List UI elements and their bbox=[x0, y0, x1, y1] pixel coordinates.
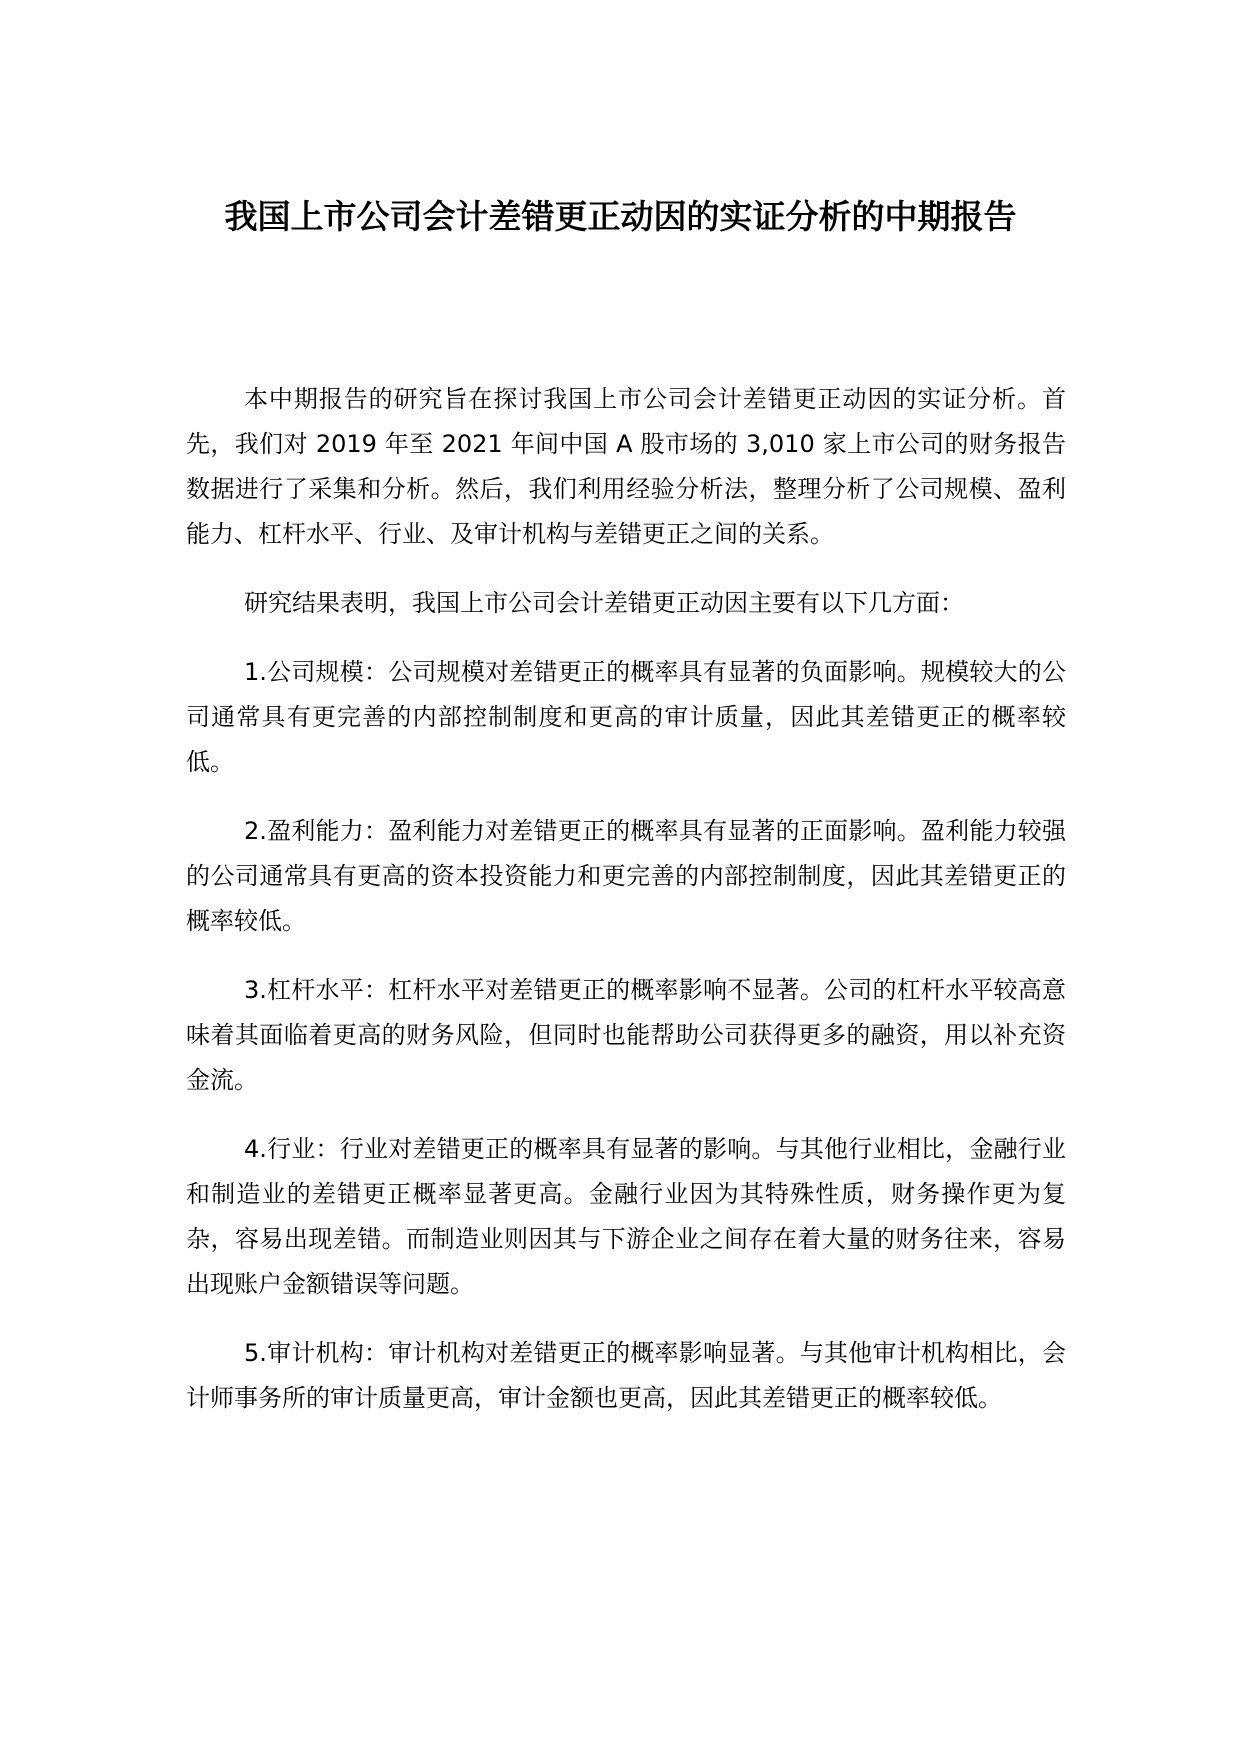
paragraph-findings-lead: 研究结果表明，我国上市公司会计差错更正动因主要有以下几方面： bbox=[244, 589, 964, 617]
paragraph-industry: 4.行业：行业对差错更正的概率具有显著的影响。与其他行业相比，金融行业和制造业的差错更正概率显著更高。金融行业因为其特殊性质，财务操作更为复杂，容易出现差错。而制造业则因其与下游企业之间存在着大量的财务往来，容易出现账户金额错误等问题。 bbox=[186, 1135, 1066, 1298]
document-title: 我国上市公司会计差错更正动因的实证分析的中期报告 bbox=[224, 197, 1017, 236]
paragraph-audit-firm: 5.审计机构：审计机构对差错更正的概率影响显著。与其他审计机构相比，会计师事务所的审计质量更高，审计金额也更高，因此其差错更正的概率较低。 bbox=[186, 1339, 1066, 1412]
paragraph-leverage: 3.杠杆水平：杠杆水平对差错更正的概率影响不显著。公司的杠杆水平较高意味着其面临着更高的财务风险，但同时也能帮助公司获得更多的融资，用以补充资金流。 bbox=[186, 976, 1066, 1094]
paragraph-intro: 本中期报告的研究旨在探讨我国上市公司会计差错更正动因的实证分析。首先，我们对 2019 年至 2021 年间中国 A 股市场的 3,010 家上市公司的财务报告数据进行了采集和分析。然后，我们利用经验分析法，整理分析了公司规模、盈利能力、杠杆水平、行业、及审计机构与差错更正之间的关系。 bbox=[186, 385, 1066, 548]
paragraph-profitability: 2.盈利能力：盈利能力对差错更正的概率具有显著的正面影响。盈利能力较强的公司通常具有更高的资本投资能力和更完善的内部控制制度，因此其差错更正的概率较低。 bbox=[186, 817, 1066, 935]
document-body bbox=[186, 377, 1066, 1445]
paragraph-company-size: 1.公司规模：公司规模对差错更正的概率具有显著的负面影响。规模较大的公司通常具有更完善的内部控制制度和更高的审计质量，因此其差错更正的概率较低。 bbox=[186, 658, 1066, 776]
